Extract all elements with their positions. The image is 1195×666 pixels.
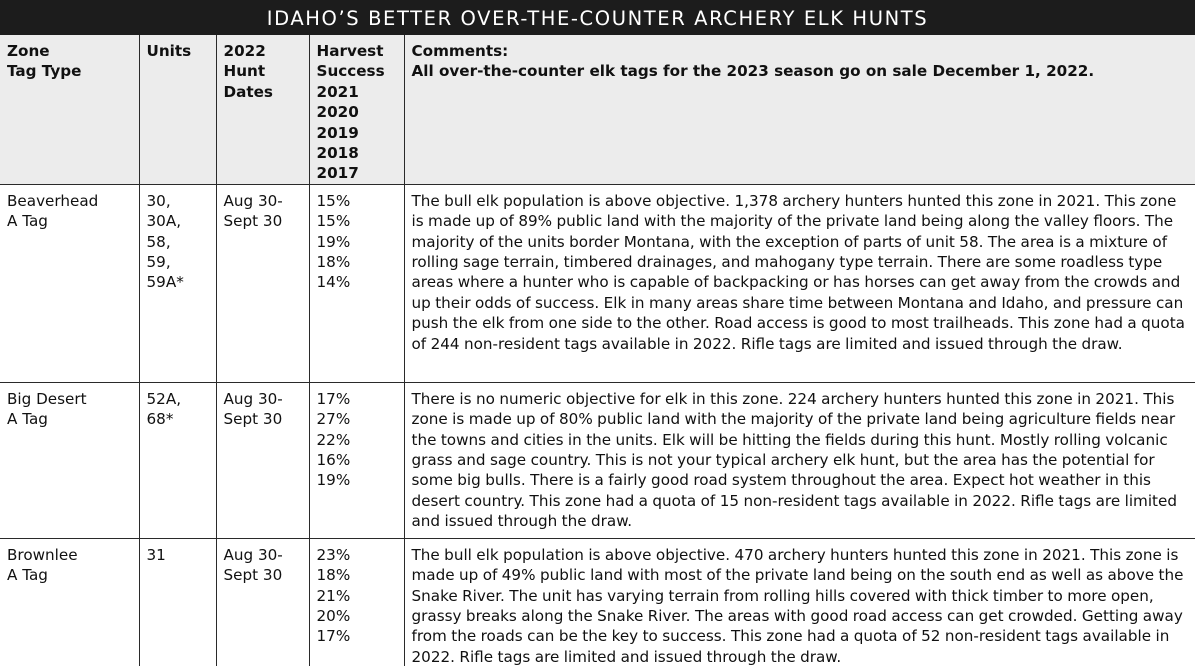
- header-dates-line: Hunt: [223, 62, 266, 81]
- harvest-value: 23%: [316, 545, 351, 564]
- harvest-value: 17%: [316, 389, 351, 408]
- header-harvest-line: Harvest: [316, 42, 384, 60]
- comment-cell: The bull elk population is above objective. 470 archery hunters hunted this zone in 2021. This zone is made up of 49% public land with most of the private land being on the south end as well as above the Snake River. The unit has varying terrain from rolling hills covered with thick timber to more open, grassy breaks along the Snake River. The areas with good road access can get crowded. Getting away from the roads can be the key to success. This zone had a quota of 52 non-resident tags available in 2022. Rifle tags are limited and issued through the draw.: [404, 538, 1195, 666]
- header-comments-line: Comments:: [411, 42, 509, 60]
- unit-value: 30,: [146, 191, 171, 210]
- table-row: [0, 538, 1195, 666]
- header-harvest-line: 2018: [316, 144, 359, 163]
- comment-cell: There is no numeric objective for elk in this zone. 224 archery hunters hunted this zone in 2021. This zone is made up of 80% public land with the majority of the private land being agriculture fields near the towns and cities in the units. Elk will be hitting the fields during this hunt. Mostly rolling volcanic grass and sage country. This is not your typical archery elk hunt, but the area has the potential for some big bulls. There is a fairly good road system throughout the area. Expect hot weather in this desert country. This zone had a quota of 15 non-resident tags available in 2022. Rifle tags are limited and issued through the draw.: [404, 382, 1195, 538]
- header-harvest-line: 2019: [316, 123, 359, 142]
- harvest-value: 15%: [316, 212, 351, 231]
- dates-cell: [216, 184, 309, 382]
- unit-value: 68*: [146, 410, 174, 429]
- header-harvest-line: 2017: [316, 164, 359, 183]
- header-zone-line: Zone: [7, 42, 50, 60]
- zone-name: Beaverhead: [7, 191, 99, 210]
- unit-value: 30A,: [146, 212, 182, 231]
- date-line: Sept 30: [223, 566, 283, 585]
- tag-type: A Tag: [7, 212, 48, 231]
- harvest-value: 27%: [316, 410, 351, 429]
- table-row: [0, 184, 1195, 382]
- zone-name: Big Desert: [7, 389, 87, 408]
- harvest-value: 22%: [316, 430, 351, 449]
- date-line: Sept 30: [223, 410, 283, 429]
- header-harvest-line: 2021: [316, 82, 359, 101]
- date-line: Aug 30-: [223, 191, 283, 210]
- header-hunt-dates: [216, 35, 309, 184]
- unit-value: 59A*: [146, 273, 184, 292]
- harvest-value: 14%: [316, 273, 351, 292]
- tag-type: A Tag: [7, 566, 48, 585]
- harvest-value: 16%: [316, 451, 351, 470]
- harvest-value: 19%: [316, 232, 351, 251]
- harvest-value: 20%: [316, 607, 351, 626]
- tag-type: A Tag: [7, 410, 48, 429]
- date-line: Sept 30: [223, 212, 283, 231]
- hunts-table: [0, 35, 1195, 666]
- header-harvest-success: [309, 35, 404, 184]
- harvest-cell: [309, 538, 404, 666]
- harvest-cell: [309, 382, 404, 538]
- harvest-value: 17%: [316, 627, 351, 646]
- unit-value: 52A,: [146, 389, 182, 408]
- dates-cell: [216, 382, 309, 538]
- table-row: [0, 382, 1195, 538]
- date-line: Aug 30-: [223, 545, 283, 564]
- harvest-value: 19%: [316, 471, 351, 490]
- harvest-value: 18%: [316, 253, 351, 272]
- zone-name: Brownlee: [7, 545, 78, 564]
- header-dates-line: Dates: [223, 82, 273, 101]
- header-dates-line: 2022: [223, 42, 266, 60]
- date-line: Aug 30-: [223, 389, 283, 408]
- dates-cell: [216, 538, 309, 666]
- table-header-row: [0, 35, 1195, 184]
- header-zone-line: Tag Type: [7, 62, 82, 81]
- header-comments-line: All over-the-counter elk tags for the 2023 season go on sale December 1, 2022.: [411, 62, 1095, 81]
- page-title: IDAHO’S BETTER OVER-THE-COUNTER ARCHERY ELK HUNTS: [0, 0, 1195, 35]
- header-comments: [404, 35, 1195, 184]
- comment-cell: The bull elk population is above objective. 1,378 archery hunters hunted this zone in 2021. This zone is made up of 89% public land with the majority of the private land being along the valley floors. The majority of the units border Montana, with the exception of parts of unit 58. The area is a mixture of rolling sage terrain, timbered drainages, and mahogany type terrain. There are some roadless type areas where a hunter who is capable of backpacking or has horses can get away from the crowds and up their odds of success. Elk in many areas share time between Montana and Idaho, and pressure can push the elk from one side to the other. Road access is good to most trailheads. This zone had a quota of 244 non-resident tags available in 2022. Rifle tags are limited and issued through the draw.: [404, 184, 1195, 382]
- unit-value: 31: [146, 545, 166, 564]
- header-harvest-line: Success: [316, 62, 385, 81]
- units-cell: [139, 184, 216, 382]
- header-units-line: Units: [146, 42, 192, 60]
- zone-cell: [0, 184, 139, 382]
- units-cell: [139, 538, 216, 666]
- zone-cell: [0, 382, 139, 538]
- header-zone-tag-type: [0, 35, 139, 184]
- harvest-value: 15%: [316, 191, 351, 210]
- unit-value: 58,: [146, 232, 171, 251]
- harvest-value: 21%: [316, 586, 351, 605]
- unit-value: 59,: [146, 253, 171, 272]
- header-units: [139, 35, 216, 184]
- zone-cell: [0, 538, 139, 666]
- harvest-value: 18%: [316, 566, 351, 585]
- units-cell: [139, 382, 216, 538]
- harvest-cell: [309, 184, 404, 382]
- header-harvest-line: 2020: [316, 103, 359, 122]
